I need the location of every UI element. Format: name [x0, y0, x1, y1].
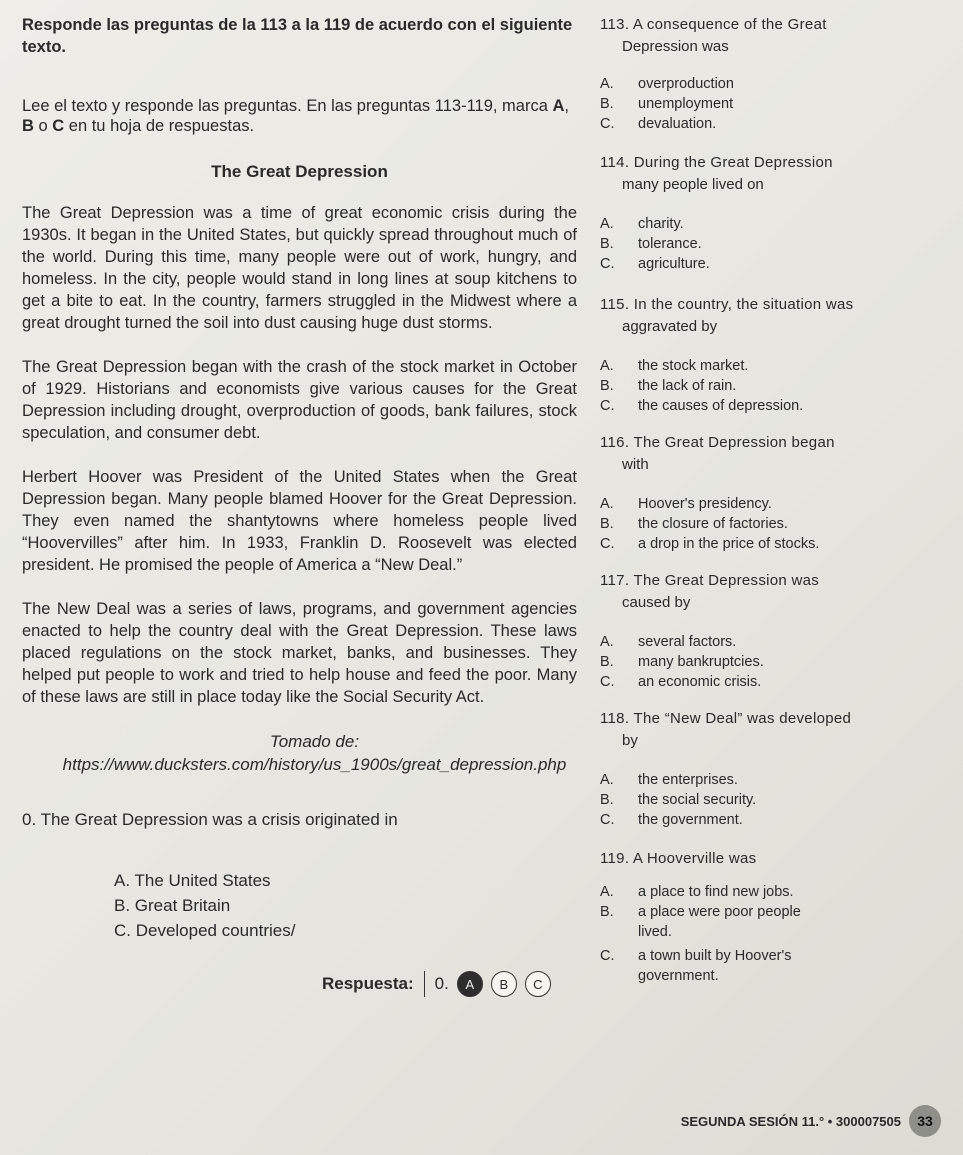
question-116	[600, 432, 950, 554]
option-c: C. agriculture.	[600, 256, 710, 272]
question-stem-cont: caused by	[622, 594, 691, 611]
answer-label: Respuesta:	[322, 974, 414, 993]
question-stem-cont: with	[622, 456, 649, 473]
option-c: C. the causes of depression.	[600, 398, 804, 414]
reading-paragraph: The Great Depression was a time of great economic crisis during the 1930s. It began in the United States, but quickly spread throughout much of the world. During this time, many people were out of work, hungry, and homeless. In the city, people would stand in long lines at soup kitchens to get a bite to eat. In the country, farmers struggled in the Midwest where a great drought turned the soil into dust causing huge dust storms.	[22, 204, 577, 332]
option-a: A. several factors.	[600, 634, 737, 650]
reading-title: The Great Depression	[211, 162, 388, 181]
option-b: B. many bankruptcies.	[600, 654, 764, 670]
reading-paragraph: Herbert Hoover was President of the United States when the Great Depression began. Many people blamed Hoover for the Great Depression. They even named the shantytowns where homeless people lived “Hoovervilles” after him. In 1933, Franklin D. Roosevelt was elected president. He promised the people of America a “New Deal.”	[22, 468, 577, 574]
example-option-b: B. Great Britain	[114, 896, 231, 915]
question-stem: 116. The Great Depression began	[600, 434, 835, 451]
question-stem-cont: by	[622, 732, 638, 749]
question-stem: 114. During the Great Depression	[600, 154, 833, 171]
answer-bubble-b[interactable]: B	[491, 971, 517, 997]
question-stem-cont: Depression was	[622, 38, 729, 55]
reading-paragraph: The New Deal was a series of laws, programs, and government agencies enacted to help the country deal with the Great Depression. These laws placed regulations on the stock market, banks, and businesses. They helped put people to work and tried to help house and feed the poor. Many of these laws are still in place today like the Social Security Act.	[22, 600, 577, 706]
left-column	[22, 14, 577, 997]
option-b: B. the social security.	[600, 792, 757, 808]
option-b: B. tolerance.	[600, 236, 702, 252]
example-option-a: A. The United States	[114, 871, 271, 890]
right-column	[600, 14, 950, 1002]
answer-box	[424, 971, 551, 997]
question-stem: 113. A consequence of the Great	[600, 16, 827, 33]
option-b: B. a place were poor people lived.	[600, 904, 801, 940]
question-113	[600, 14, 950, 134]
question-stem: 119. A Hooverville was	[600, 850, 757, 867]
source-citation: Tomado de: https://www.ducksters.com/history/us_1900s/great_depression.php	[62, 732, 567, 774]
question-stem: 117. The Great Depression was	[600, 572, 820, 589]
answer-number: 0.	[434, 974, 449, 993]
option-a: A. a place to find new jobs.	[600, 884, 794, 900]
footer	[681, 1105, 941, 1137]
instructions-text: Lee el texto y responde las preguntas. En las preguntas 113-119, marca A, B o C en tu hoja de respuestas.	[22, 97, 569, 135]
reading-paragraph: The Great Depression began with the crash of the stock market in October of 1929. Historians and economists give various causes for the Great Depression including drought, overproduction of goods, bank failures, stock speculation, and consumer debt.	[22, 358, 577, 442]
question-stem-cont: aggravated by	[622, 318, 718, 335]
option-a: A. Hoover's presidency.	[600, 496, 772, 512]
option-a: A. the enterprises.	[600, 772, 738, 788]
option-c: C. the government.	[600, 812, 743, 828]
option-c: C. a drop in the price of stocks.	[600, 536, 820, 552]
question-114	[600, 152, 950, 274]
answer-bubble-c[interactable]: C	[525, 971, 551, 997]
option-b: B. unemployment	[600, 96, 734, 112]
instructions-title: Responde las preguntas de la 113 a la 119 de acuerdo con el siguiente texto.	[22, 16, 573, 56]
example-option-c: C. Developed countries/	[114, 921, 296, 940]
question-stem: 118. The “New Deal” was developed	[600, 710, 852, 727]
option-a: A. overproduction	[600, 76, 734, 92]
question-118	[600, 708, 950, 830]
page-number: 33	[909, 1105, 941, 1137]
question-119	[600, 848, 950, 986]
option-c: C. a town built by Hoover's government.	[600, 948, 792, 984]
option-c: C. devaluation.	[600, 116, 717, 132]
option-c: C. an economic crisis.	[600, 674, 762, 690]
answer-row	[322, 971, 577, 997]
question-stem: 115. In the country, the situation was	[600, 296, 854, 313]
option-b: B. the lack of rain.	[600, 378, 737, 394]
option-b: B. the closure of factories.	[600, 516, 788, 532]
option-a: A. the stock market.	[600, 358, 749, 374]
answer-bubble-a[interactable]: A	[457, 971, 483, 997]
option-a: A. charity.	[600, 216, 684, 232]
question-stem-cont: many people lived on	[622, 176, 764, 193]
example-question: 0. The Great Depression was a crisis originated in	[22, 810, 398, 829]
question-117	[600, 570, 950, 692]
session-code: SEGUNDA SESIÓN 11.° • 300007505	[680, 1113, 901, 1129]
question-115	[600, 294, 950, 416]
